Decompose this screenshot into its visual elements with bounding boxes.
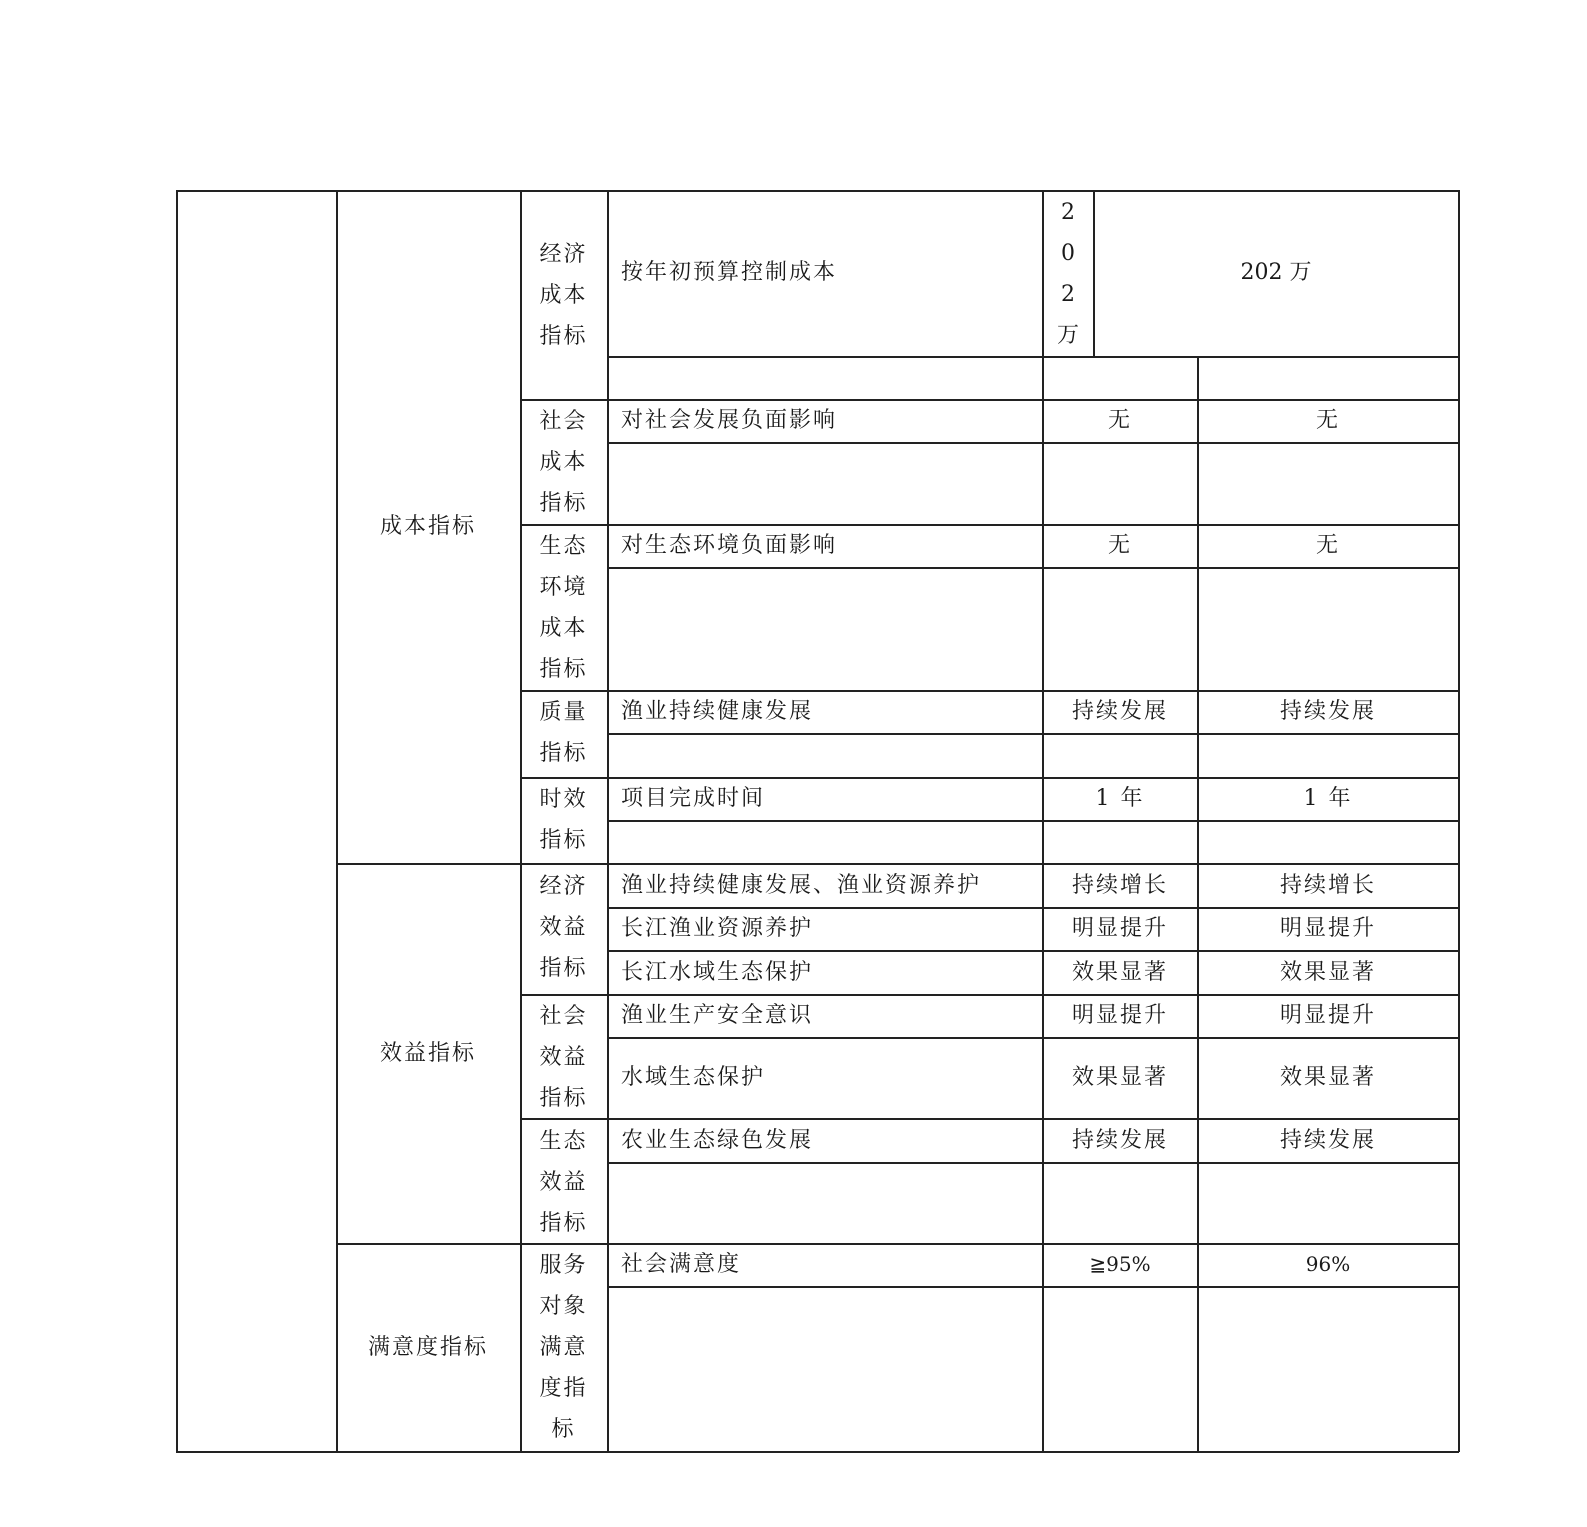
subcategory-econ-benefit: 经济 效益 指标 [539, 874, 588, 981]
actual-value: 明显提升 [1279, 916, 1376, 941]
indicator-text: 长江渔业资源养护 [621, 916, 814, 941]
grid-line [176, 1451, 1459, 1453]
target-value: 持续发展 [1071, 1128, 1168, 1153]
actual-value: 明显提升 [1279, 1003, 1376, 1028]
target-value-vertical: 2 0 2 万 [1056, 200, 1079, 348]
target-value: 效果显著 [1071, 1065, 1168, 1090]
target-value: 明显提升 [1071, 1003, 1168, 1028]
grid-line [607, 1162, 1459, 1164]
subcategory-timeliness: 时效 指标 [539, 787, 588, 853]
subcategory-eco-benefit: 生态 效益 指标 [539, 1129, 588, 1236]
grid-line [607, 356, 1459, 358]
category-cost-label: 成本指标 [379, 514, 476, 539]
indicator-text: 对社会发展负面影响 [621, 408, 838, 433]
actual-value: 无 [1315, 408, 1340, 433]
grid-line [607, 733, 1459, 735]
indicator-text: 水域生态保护 [621, 1065, 766, 1090]
category-satisfaction-label: 满意度指标 [367, 1335, 488, 1360]
indicator-text: 按年初预算控制成本 [621, 260, 838, 285]
grid-line [607, 567, 1459, 569]
indicator-text: 项目完成时间 [621, 786, 766, 811]
grid-line [176, 190, 178, 1452]
subcategory-social-cost: 社会 成本 指标 [539, 409, 588, 516]
actual-value: 持续发展 [1279, 1128, 1376, 1153]
grid-line [607, 442, 1459, 444]
indicator-text: 渔业生产安全意识 [621, 1003, 814, 1028]
actual-value: 1 年 [1303, 786, 1353, 811]
subcategory-eco-cost: 生态 环境 成本 指标 [539, 534, 588, 682]
actual-value: 持续发展 [1279, 699, 1376, 724]
grid-line [336, 190, 338, 1452]
indicator-text: 社会满意度 [621, 1252, 742, 1277]
indicator-text: 农业生态绿色发展 [621, 1128, 814, 1153]
actual-value: 202 万 [1240, 260, 1312, 285]
indicator-text: 渔业持续健康发展、渔业资源养护 [621, 873, 982, 898]
grid-line [607, 1037, 1459, 1039]
target-value: 无 [1107, 533, 1132, 558]
subcategory-social-benefit: 社会 效益 指标 [539, 1004, 588, 1111]
subcategory-quality: 质量 指标 [539, 700, 588, 766]
target-value: 持续发展 [1071, 699, 1168, 724]
target-value: 无 [1107, 408, 1132, 433]
target-value: 1 年 [1095, 786, 1145, 811]
actual-value: 效果显著 [1279, 1065, 1376, 1090]
actual-value: 效果显著 [1279, 960, 1376, 985]
actual-value: 无 [1315, 533, 1340, 558]
target-value: 明显提升 [1071, 916, 1168, 941]
target-value: 效果显著 [1071, 960, 1168, 985]
category-benefit-label: 效益指标 [379, 1041, 476, 1066]
grid-line [607, 820, 1459, 822]
subcategory-service-satisfaction: 服务 对象 满意 度指 标 [539, 1253, 588, 1442]
actual-value: 持续增长 [1279, 873, 1376, 898]
grid-line [176, 190, 1459, 192]
indicator-text: 渔业持续健康发展 [621, 699, 814, 724]
target-value: ≧95% [1089, 1252, 1151, 1276]
actual-value: 96% [1305, 1252, 1351, 1276]
indicator-text: 对生态环境负面影响 [621, 533, 838, 558]
target-value: 持续增长 [1071, 873, 1168, 898]
indicator-text: 长江水域生态保护 [621, 960, 814, 985]
grid-line [607, 1286, 1459, 1288]
subcategory-econ-cost: 经济 成本 指标 [539, 242, 588, 349]
